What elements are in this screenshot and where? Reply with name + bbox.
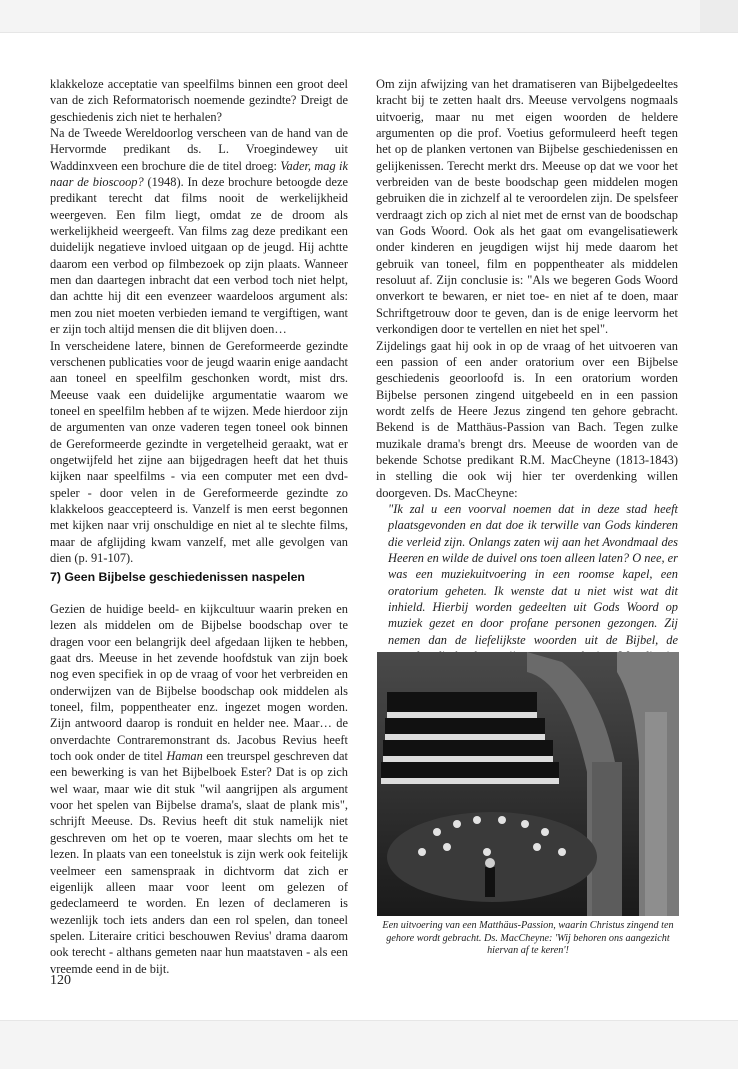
paragraph: Zijdelings gaat hij ook in op de vraag of het uitvoeren van een passion of een ander oratorium over een Bijbelse geschiedenis geoorloofd is. In een oratorium worden Bijbelse personen zingend uitgebeeld en in een passion wordt zelfs de Heere Jezus zingend ten gehore gebracht. Bekend is de Matthäus-Passion van Bach. Tegen zulke muzikale drama's brengt drs. Meeuse de woorden van de bekende Schotse predikant R.M. MacCheyne (1813-1843) in stelling die ook wij hier ter overdenking willen doorgeven. Ds. MacCheyne:: [376, 338, 678, 500]
scan-corner: [700, 0, 738, 32]
left-column: [50, 76, 348, 566]
play-title: Haman: [166, 749, 203, 764]
text-run: Gezien de huidige beeld- en kijkcultuur waarin preken en lezen als middelen om de Bijbelse boodschap over te dragen voor een belangrijk deel afgedaan lijken te hebben, gaat drs. Meeuse in het zevende hoofdstuk van zijn boek nog even specifiek in op de vraag of voor het verbreiden en onderwijzen van de Bijbelse boodschap ook middelen als toneel, film, poppentheater enz. ingezet mogen worden. Zijn antwoord daarop is ronduit en helder nee. Maar… de onverdachte Contraremonstrant ds. Jacobus Revius heeft toch ook onder de titel: [50, 602, 348, 764]
paragraph: Om zijn afwijzing van het dramatiseren van Bijbelgedeeltes kracht bij te zetten haalt drs. Meeuse vervolgens nogmaals uitvoerig, maar nu met eigen woorden de heldere argumenten op die prof. Voetius geformuleerd heeft tegen het op de planken vertonen van Bijbelse geschiedenissen en gelijkenissen. Terecht merkt drs. Meeuse op dat we voor het verbreiden van de beste boodschap geen middelen mogen gebruiken die in zichzelf al te veroordelen zijn. De spelsfeer verdraagt zich op zich al niet met de ernst van de boodschap van Gods Woord. Ook als het gaat om evangelisatiewerk onder kinderen en jeugdigen wijst hij mede daarom het gebruik van toneel, film en poppentheater als middelen resoluut af. Zijn conclusie is: "Als we begeren Gods Woord onverkort te bewaren, er niet toe- en niet af te doen, maar Schriftgetrouw door te geven, dan is de enige leervorm het verkondigen door te vertellen en niet het spel".: [376, 77, 678, 337]
paragraph: [50, 125, 348, 337]
maccheyne-quote: "Ik zal u een voorval noemen dat in deze stad heeft plaatsgevonden en dat doe ik terwille van Gods kinderen die verleid zijn. Onlangs zaten wij aan het Avondmaal des Heeren en wilde de duivel ons toen alleen laten? O nee, er was een muziekuitvoering in een roomse kapel, een oratorium geheten. Ik wenste dat u niet wist wat dit inhield. Hierbij worden gedeelten uit Gods Woord op muziek gezet en door profane personen gezongen. Zij nemen dan de liefelijkste woorden uit de Bijbel, de: [388, 501, 678, 647]
scan-bottom-margin: [0, 1020, 738, 1069]
left-column-section: [50, 601, 348, 977]
paragraph: [50, 601, 348, 977]
section-heading: 7) Geen Bijbelse geschiedenissen naspelen: [50, 570, 305, 584]
photo-caption: Een uitvoering van een Matthäus-Passion, waarin Christus zingend ten gehore wordt gebracht. Ds. MacCheyne: 'Wij behoren ons aangezicht hiervan af te keren'!: [382, 920, 674, 957]
text-run: Na de Tweede Wereldoorlog verscheen van de hand van de Hervormde predikant ds. L. Vroegindewey uit Waddinxveen een brochure die de titel droeg:: [50, 126, 348, 173]
text-run: een treurspel geschreven dat een bewerking is van het Bijbelboek Ester? Dat is op zich wel waar, maar wie dit stuk "wil aangrijpen als argument voor het spelen van Bijbelse drama's, slaat de plank mis", schrijft Meeuse. Ds. Revius heeft dit stuk namelijk niet geschreven om het op te voeren, maar slechts om het te lezen. In plaats van een toneelstuk is zijn werk ook feitelijk veelmeer een samenspraak in dichtvorm dat zich er eigenlijk alleen maar voor leent om gelezen of gedeclameerd te worden. En lezen of declameren is wezenlijk toch iets anders dan een rol spelen, dan toneel spelen. Literaire critici beschouwen Revius' drama daarom ook terecht - althans gemeten naar hun maatstaven - als een vreemde eend in de bijt.: [50, 749, 348, 976]
scan-top-margin: [0, 0, 738, 33]
brochure-title: Vader, mag ik naar de bioscoop?: [50, 158, 348, 190]
page-number: 120: [50, 973, 71, 988]
right-column: [376, 76, 678, 697]
paragraph: klakkeloze acceptatie van speelfilms binnen een groot deel van de zich Reformatorisch noemende gezindte? Dreigt de geschiedenis zich niet te herhalen?: [50, 77, 348, 124]
passion-performance-photo: [377, 652, 679, 916]
text-run: (1948). In deze brochure betoogde deze predikant terecht dat films nooit de werkelijkheid weergeven. Een film liegt, omdat ze de droom als werkelijkheid weergeeft. Van films zag deze predikant een duidelijk negatieve invloed uitgaan op de jeugd. Hij achtte daarom een verbod op filmbezoek op zijn plaats. Wanneer men dan daartegen inbracht dat een verbod toch niet helpt, dan achtte hij dit een evenzeer waardeloos argument als: men zou niet moeten verbieden iemand te vergiftigen, want er zijn toch altijd mensen die dit blijven doen…: [50, 175, 348, 337]
paragraph: In verscheidene latere, binnen de Gereformeerde gezindte verschenen publicaties voor de jeugd waarin enige aandacht aan toneel en speelfilm geschonken wordt, mist drs. Meeuse vaak een duidelijke argumentatie waarom we toneel en speelfilm hebben af te wijzen. Mede hierdoor zijn de argumenten van onze vaderen tegen toneel ook binnen de Gereformeerde gezindte in vergetelheid geraakt, wat er ongetwijfeld het zijne aan bijgedragen heeft dat het thuis kijken naar speelfilms - via een computer met een dvd-speler - door velen in de Gereformeerde gezindte zo klakkeloos geaccepteerd is. Vanzelf is men eerst begonnen met kijken naar vrij onschuldige en niet al te slechte films, maar de afglijding kwam vanzelf, met alle gevolgen van dien (p. 91-107).: [50, 338, 348, 565]
